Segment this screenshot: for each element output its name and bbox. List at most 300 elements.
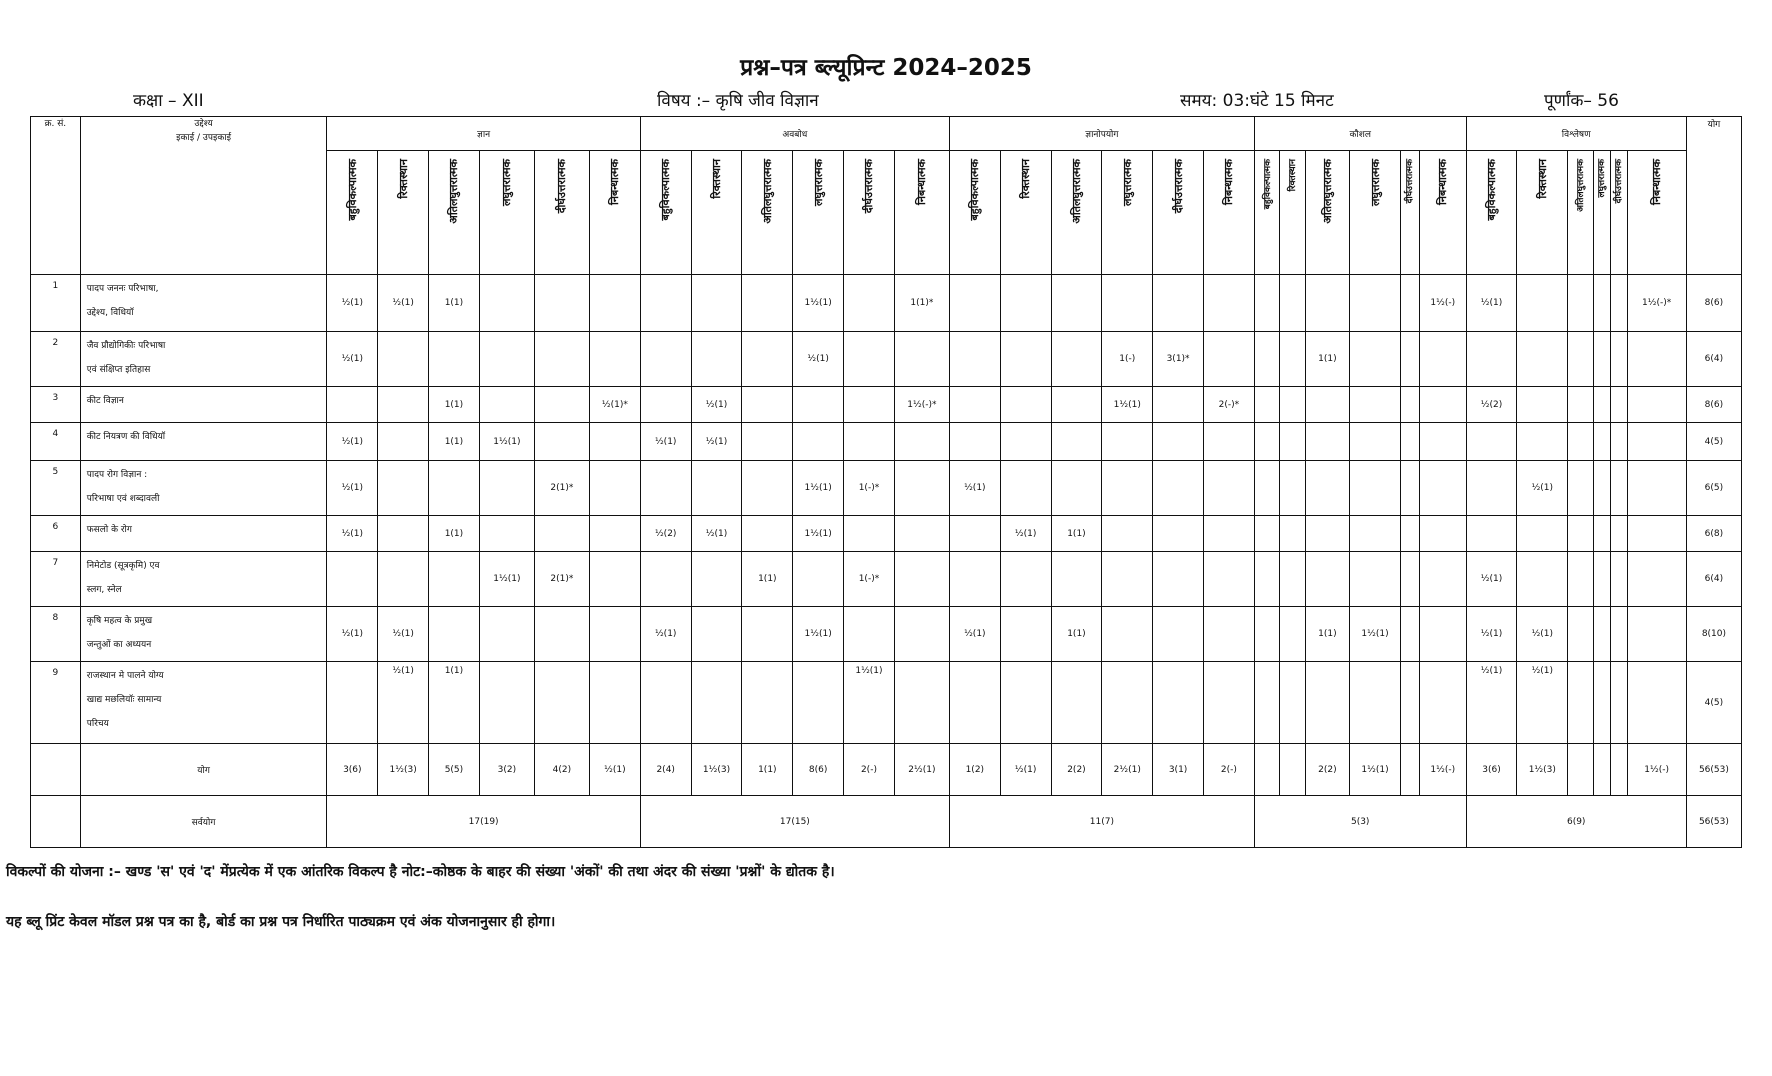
- mark-cell: 1(1): [429, 423, 480, 461]
- question-type-header: [894, 151, 949, 275]
- mark-cell: ½(1): [793, 332, 844, 387]
- mark-cell: [1305, 275, 1349, 332]
- yog-cell: 3(2): [479, 744, 534, 796]
- mark-cell: ½(1): [640, 423, 691, 461]
- unit-cell: पादप रोग विज्ञान : परिभाषा एवं शब्दावली: [80, 461, 327, 516]
- mark-cell: [1400, 387, 1419, 423]
- mark-cell: [1419, 423, 1466, 461]
- mark-cell: 1½(1): [844, 662, 895, 744]
- mark-cell: [327, 387, 378, 423]
- mark-cell: [949, 516, 1000, 552]
- unit-label: इकाई / उपइकाई: [176, 133, 232, 144]
- yog-cell: 4(2): [534, 744, 589, 796]
- mark-cell: [1102, 275, 1153, 332]
- unit-cell: जैव प्रौद्योगिकीः परिभाषा एवं संक्षिप्त इतिहास: [80, 332, 327, 387]
- serial-cell: 3: [31, 387, 81, 423]
- group-header: विश्लेषण: [1466, 117, 1686, 151]
- yog-cell: 1½(3): [378, 744, 429, 796]
- mark-cell: [1350, 461, 1401, 516]
- total-header: योग: [1686, 117, 1741, 275]
- mark-cell: [793, 387, 844, 423]
- mark-cell: [1280, 461, 1305, 516]
- table-row: [31, 387, 1742, 423]
- mark-cell: [1102, 662, 1153, 744]
- mark-cell: [1000, 552, 1051, 607]
- mark-cell: 1(1): [429, 516, 480, 552]
- question-type-header: [1203, 151, 1254, 275]
- mark-cell: [378, 461, 429, 516]
- mark-cell: [1419, 552, 1466, 607]
- mark-cell: [1153, 461, 1204, 516]
- mark-cell: ½(1): [327, 423, 378, 461]
- mark-cell: [589, 423, 640, 461]
- mark-cell: [1153, 552, 1204, 607]
- yog-cell: 3(6): [327, 744, 378, 796]
- question-type-label: निबन्धात्मक: [1222, 159, 1236, 206]
- unit-cell: निमेटोड (सूत्रकृमि) एव स्लग, स्नेल: [80, 552, 327, 607]
- mark-cell: ½(1): [691, 423, 742, 461]
- mark-cell: [1627, 332, 1686, 387]
- question-type-header: [1305, 151, 1349, 275]
- question-type-header: [1102, 151, 1153, 275]
- yog-cell: 1½(1): [1350, 744, 1401, 796]
- question-type-label: बहुविकल्पात्मक: [659, 159, 673, 221]
- mark-cell: [1102, 423, 1153, 461]
- mark-cell: [640, 275, 691, 332]
- yog-cell: 2(4): [640, 744, 691, 796]
- mark-cell: 2(1)*: [534, 552, 589, 607]
- mark-cell: [949, 387, 1000, 423]
- mark-cell: [1593, 332, 1610, 387]
- yog-cell: [1254, 744, 1279, 796]
- mark-cell: [1153, 607, 1204, 662]
- sarvyog-group-cell: 17(15): [640, 796, 949, 848]
- mark-cell: [742, 607, 793, 662]
- mark-cell: [1305, 461, 1349, 516]
- mark-cell: ½(1): [378, 662, 429, 744]
- mark-cell: [1350, 387, 1401, 423]
- mark-cell: [1568, 662, 1593, 744]
- mark-cell: [589, 607, 640, 662]
- mark-cell: [1280, 516, 1305, 552]
- mark-cell: ½(1): [1466, 552, 1517, 607]
- yog-cell: ½(1): [589, 744, 640, 796]
- question-type-header: [949, 151, 1000, 275]
- max-marks-label: पूर्णांक– 56: [1544, 91, 1619, 111]
- mark-cell: [1627, 662, 1686, 744]
- question-type-label: बहुविकल्पात्मक: [345, 159, 359, 221]
- mark-cell: [1610, 275, 1627, 332]
- question-type-label: अतिलघुत्तरात्मक: [447, 159, 461, 224]
- mark-cell: [640, 461, 691, 516]
- row-total-cell: 4(5): [1686, 662, 1741, 744]
- mark-cell: ½(1)*: [589, 387, 640, 423]
- mark-cell: [479, 332, 534, 387]
- mark-cell: [844, 607, 895, 662]
- question-type-label: अतिलघुत्तरात्मक: [1069, 159, 1083, 224]
- row-total-cell: 6(5): [1686, 461, 1741, 516]
- mark-cell: [1419, 387, 1466, 423]
- question-type-header: [1280, 151, 1305, 275]
- mark-cell: 1(-): [1102, 332, 1153, 387]
- question-type-label: रिक्तस्थान: [1535, 159, 1549, 199]
- yog-cell: [1568, 744, 1593, 796]
- yog-cell: 3(1): [1153, 744, 1204, 796]
- yog-cell: 1½(-): [1627, 744, 1686, 796]
- mark-cell: 1(-)*: [844, 461, 895, 516]
- mark-cell: 2(1)*: [534, 461, 589, 516]
- mark-cell: [1051, 387, 1102, 423]
- mark-cell: [691, 662, 742, 744]
- mark-cell: [1593, 423, 1610, 461]
- mark-cell: [1419, 662, 1466, 744]
- unit-cell: कीट नियत्रण की विधियॉ: [80, 423, 327, 461]
- mark-cell: [1517, 516, 1568, 552]
- question-type-header: [1051, 151, 1102, 275]
- mark-cell: [1305, 662, 1349, 744]
- table-row: [31, 552, 1742, 607]
- mark-cell: [640, 332, 691, 387]
- question-type-header: [1593, 151, 1610, 275]
- mark-cell: ½(1): [640, 607, 691, 662]
- mark-cell: [1051, 461, 1102, 516]
- mark-cell: [1254, 423, 1279, 461]
- mark-cell: [327, 662, 378, 744]
- mark-cell: [479, 662, 534, 744]
- mark-cell: [1051, 275, 1102, 332]
- mark-cell: [378, 552, 429, 607]
- mark-cell: [479, 461, 534, 516]
- question-type-label: लघुत्तरात्मक: [1120, 159, 1134, 207]
- mark-cell: 1½(1): [793, 516, 844, 552]
- mark-cell: ½(1): [1466, 662, 1517, 744]
- yog-cell: 2(-): [1203, 744, 1254, 796]
- mark-cell: [1051, 423, 1102, 461]
- mark-cell: ½(1): [327, 607, 378, 662]
- group-header: ज्ञानोपयोग: [949, 117, 1254, 151]
- mark-cell: [1400, 662, 1419, 744]
- mark-cell: [1627, 607, 1686, 662]
- row-total-cell: 6(4): [1686, 332, 1741, 387]
- mark-cell: [534, 423, 589, 461]
- mark-cell: [479, 275, 534, 332]
- mark-cell: [534, 275, 589, 332]
- mark-cell: [1153, 423, 1204, 461]
- mark-cell: [1280, 607, 1305, 662]
- mark-cell: [1610, 387, 1627, 423]
- mark-cell: [1593, 552, 1610, 607]
- question-type-header: [429, 151, 480, 275]
- mark-cell: [534, 516, 589, 552]
- mark-cell: [691, 607, 742, 662]
- mark-cell: 2(-)*: [1203, 387, 1254, 423]
- mark-cell: [1254, 275, 1279, 332]
- row-total-cell: 8(6): [1686, 275, 1741, 332]
- mark-cell: [894, 607, 949, 662]
- subject-label: विषय :– कृषि जीव विज्ञान: [657, 91, 819, 111]
- mark-cell: [1153, 516, 1204, 552]
- mark-cell: [949, 275, 1000, 332]
- mark-cell: [1305, 387, 1349, 423]
- question-type-label: लघुत्तरात्मक: [1368, 159, 1382, 207]
- question-type-header: [327, 151, 378, 275]
- mark-cell: [1568, 461, 1593, 516]
- sarvyog-total-cell: 56(53): [1686, 796, 1741, 848]
- mark-cell: [1419, 516, 1466, 552]
- mark-cell: [691, 332, 742, 387]
- question-type-label: लघुत्तरात्मक: [811, 159, 825, 207]
- serial-header: क्र. सं.: [31, 117, 81, 275]
- mark-cell: ½(1): [1517, 607, 1568, 662]
- mark-cell: [1000, 607, 1051, 662]
- mark-cell: 1½(1): [793, 607, 844, 662]
- mark-cell: [1466, 332, 1517, 387]
- group-header: ज्ञान: [327, 117, 640, 151]
- yog-cell: 1½(3): [691, 744, 742, 796]
- mark-cell: [640, 387, 691, 423]
- question-type-label: रिक्तस्थान: [396, 159, 410, 199]
- mark-cell: [1419, 461, 1466, 516]
- mark-cell: [1254, 552, 1279, 607]
- question-type-header: [1000, 151, 1051, 275]
- mark-cell: [429, 332, 480, 387]
- options-note: विकल्पों की योजना :– खण्ड 'स' एवं 'द' मेंप्रत्येक में एक आंतरिक विकल्प है नोट:–कोष्ठक के बाहर की संख्या 'अंकों' की तथा अंदर की संख्या 'प्रश्नों' के द्योतक है।: [6, 864, 835, 880]
- mark-cell: [378, 332, 429, 387]
- mark-cell: [1610, 461, 1627, 516]
- mark-cell: [378, 387, 429, 423]
- mark-cell: [793, 423, 844, 461]
- yog-total-cell: 56(53): [1686, 744, 1741, 796]
- mark-cell: [1000, 423, 1051, 461]
- mark-cell: [479, 607, 534, 662]
- mark-cell: [479, 387, 534, 423]
- mark-cell: [1000, 387, 1051, 423]
- mark-cell: [429, 552, 480, 607]
- mark-cell: [534, 662, 589, 744]
- mark-cell: [1280, 332, 1305, 387]
- mark-cell: [793, 662, 844, 744]
- table-row: [31, 516, 1742, 552]
- yog-cell: 3(6): [1466, 744, 1517, 796]
- mark-cell: 1(1): [429, 275, 480, 332]
- mark-cell: 1(1): [742, 552, 793, 607]
- mark-cell: [1568, 607, 1593, 662]
- mark-cell: [1203, 275, 1254, 332]
- question-type-label: बहुविकल्पात्मक: [1485, 159, 1498, 221]
- sarvyog-row: [31, 796, 1742, 848]
- mark-cell: ½(1): [1466, 607, 1517, 662]
- question-type-label: रिक्तस्थान: [1287, 159, 1298, 192]
- mark-cell: [1350, 423, 1401, 461]
- sarvyog-group-cell: 6(9): [1466, 796, 1686, 848]
- question-type-label: दीर्घउत्तरात्मक: [555, 159, 569, 214]
- mark-cell: 1(1): [1305, 607, 1349, 662]
- mark-cell: [742, 423, 793, 461]
- group-header: अवबोध: [640, 117, 949, 151]
- mark-cell: [1466, 516, 1517, 552]
- question-type-header: [742, 151, 793, 275]
- mark-cell: 1(1): [429, 662, 480, 744]
- row-total-cell: 4(5): [1686, 423, 1741, 461]
- mark-cell: [1153, 275, 1204, 332]
- question-type-label: बहुविकल्पात्मक: [1262, 159, 1273, 210]
- mark-cell: [1593, 461, 1610, 516]
- mark-cell: [949, 662, 1000, 744]
- mark-cell: [1350, 662, 1401, 744]
- question-type-header: [1419, 151, 1466, 275]
- mark-cell: 1(1): [1051, 516, 1102, 552]
- mark-cell: ½(1): [378, 275, 429, 332]
- yog-cell: 2½(1): [1102, 744, 1153, 796]
- mark-cell: [1593, 275, 1610, 332]
- mark-cell: [1400, 275, 1419, 332]
- mark-cell: [1593, 662, 1610, 744]
- yog-cell: 2(2): [1305, 744, 1349, 796]
- question-type-label: दीर्घउत्तरात्मक: [1171, 159, 1185, 214]
- question-type-label: अतिलघुत्तरात्मक: [760, 159, 774, 224]
- mark-cell: ½(1): [691, 516, 742, 552]
- mark-cell: [1254, 662, 1279, 744]
- question-type-label: रिक्तस्थान: [1019, 159, 1033, 199]
- question-type-label: निबन्धात्मक: [915, 159, 929, 206]
- mark-cell: [1627, 423, 1686, 461]
- mark-cell: [1419, 607, 1466, 662]
- mark-cell: [691, 275, 742, 332]
- mark-cell: [742, 387, 793, 423]
- mark-cell: [589, 332, 640, 387]
- mark-cell: ½(1): [378, 607, 429, 662]
- mark-cell: 1½(-)*: [894, 387, 949, 423]
- mark-cell: [1517, 387, 1568, 423]
- mark-cell: [534, 387, 589, 423]
- mark-cell: [378, 423, 429, 461]
- mark-cell: [1593, 516, 1610, 552]
- mark-cell: [640, 552, 691, 607]
- sarvyog-group-cell: 11(7): [949, 796, 1254, 848]
- serial-cell: 8: [31, 607, 81, 662]
- mark-cell: [1305, 516, 1349, 552]
- mark-cell: ½(1): [949, 461, 1000, 516]
- mark-cell: [1610, 607, 1627, 662]
- mark-cell: ½(1): [327, 516, 378, 552]
- mark-cell: [1568, 423, 1593, 461]
- yog-cell: 5(5): [429, 744, 480, 796]
- mark-cell: [479, 516, 534, 552]
- mark-cell: 1½(1): [793, 275, 844, 332]
- mark-cell: ½(2): [1466, 387, 1517, 423]
- mark-cell: 1½(1): [479, 423, 534, 461]
- sarvyog-group-cell: 17(19): [327, 796, 640, 848]
- question-type-header: [1517, 151, 1568, 275]
- objective-label: उद्देश्य: [194, 119, 213, 129]
- mark-cell: [1203, 607, 1254, 662]
- sarvyog-label: सर्वयोग: [80, 796, 327, 848]
- mark-cell: [1102, 516, 1153, 552]
- mark-cell: [844, 516, 895, 552]
- mark-cell: [1280, 662, 1305, 744]
- mark-cell: [1517, 423, 1568, 461]
- mark-cell: [1305, 423, 1349, 461]
- mark-cell: [1350, 552, 1401, 607]
- mark-cell: [589, 516, 640, 552]
- mark-cell: ½(1): [691, 387, 742, 423]
- mark-cell: ½(1): [327, 332, 378, 387]
- mark-cell: [1102, 552, 1153, 607]
- mark-cell: [844, 387, 895, 423]
- mark-cell: [793, 552, 844, 607]
- serial-cell: 2: [31, 332, 81, 387]
- mark-cell: [1051, 332, 1102, 387]
- mark-cell: [1153, 387, 1204, 423]
- table-row: [31, 423, 1742, 461]
- mark-cell: [1280, 552, 1305, 607]
- table-row: [31, 662, 1742, 744]
- question-type-header: [1627, 151, 1686, 275]
- disclaimer-note: यह ब्लू प्रिंट केवल मॉडल प्रश्न पत्र का है, बोर्ड का प्रश्न पत्र निर्धारित पाठ्यक्रम एवं अंक योजनानुसार ही होगा।: [6, 914, 556, 930]
- yog-cell: 2(2): [1051, 744, 1102, 796]
- mark-cell: 1½(1): [1350, 607, 1401, 662]
- mark-cell: [1568, 275, 1593, 332]
- mark-cell: [742, 275, 793, 332]
- question-type-header: [1610, 151, 1627, 275]
- mark-cell: [1350, 332, 1401, 387]
- mark-cell: ½(1): [1000, 516, 1051, 552]
- serial-cell: [31, 796, 81, 848]
- mark-cell: [1517, 552, 1568, 607]
- mark-cell: [327, 552, 378, 607]
- mark-cell: [1254, 387, 1279, 423]
- mark-cell: [378, 516, 429, 552]
- table-row: [31, 607, 1742, 662]
- row-total-cell: 8(6): [1686, 387, 1741, 423]
- serial-cell: 1: [31, 275, 81, 332]
- mark-cell: 1(1): [1051, 607, 1102, 662]
- mark-cell: [1400, 516, 1419, 552]
- question-type-header: [589, 151, 640, 275]
- mark-cell: [1400, 552, 1419, 607]
- mark-cell: 1(1): [429, 387, 480, 423]
- yog-cell: 1½(-): [1419, 744, 1466, 796]
- mark-cell: [1203, 662, 1254, 744]
- mark-cell: [1568, 516, 1593, 552]
- unit-cell: कृषि महत्व के प्रमुख जन्तुओं का अध्ययन: [80, 607, 327, 662]
- yog-cell: 8(6): [793, 744, 844, 796]
- mark-cell: [1610, 423, 1627, 461]
- unit-cell: कीट विज्ञान: [80, 387, 327, 423]
- serial-cell: 9: [31, 662, 81, 744]
- mark-cell: 1½(-): [1419, 275, 1466, 332]
- group-header: कौशल: [1254, 117, 1466, 151]
- mark-cell: [1400, 423, 1419, 461]
- serial-cell: 4: [31, 423, 81, 461]
- mark-cell: [742, 461, 793, 516]
- question-type-label: रिक्तस्थान: [710, 159, 724, 199]
- mark-cell: [429, 461, 480, 516]
- yog-cell: ½(1): [1000, 744, 1051, 796]
- question-type-header: [1568, 151, 1593, 275]
- yog-cell: [1400, 744, 1419, 796]
- mark-cell: [1627, 552, 1686, 607]
- mark-cell: [1568, 552, 1593, 607]
- mark-cell: 1(1)*: [894, 275, 949, 332]
- mark-cell: [1400, 332, 1419, 387]
- question-type-header: [1153, 151, 1204, 275]
- mark-cell: [742, 516, 793, 552]
- mark-cell: [1000, 332, 1051, 387]
- mark-cell: [1051, 662, 1102, 744]
- unit-header: [80, 117, 327, 275]
- mark-cell: [1466, 461, 1517, 516]
